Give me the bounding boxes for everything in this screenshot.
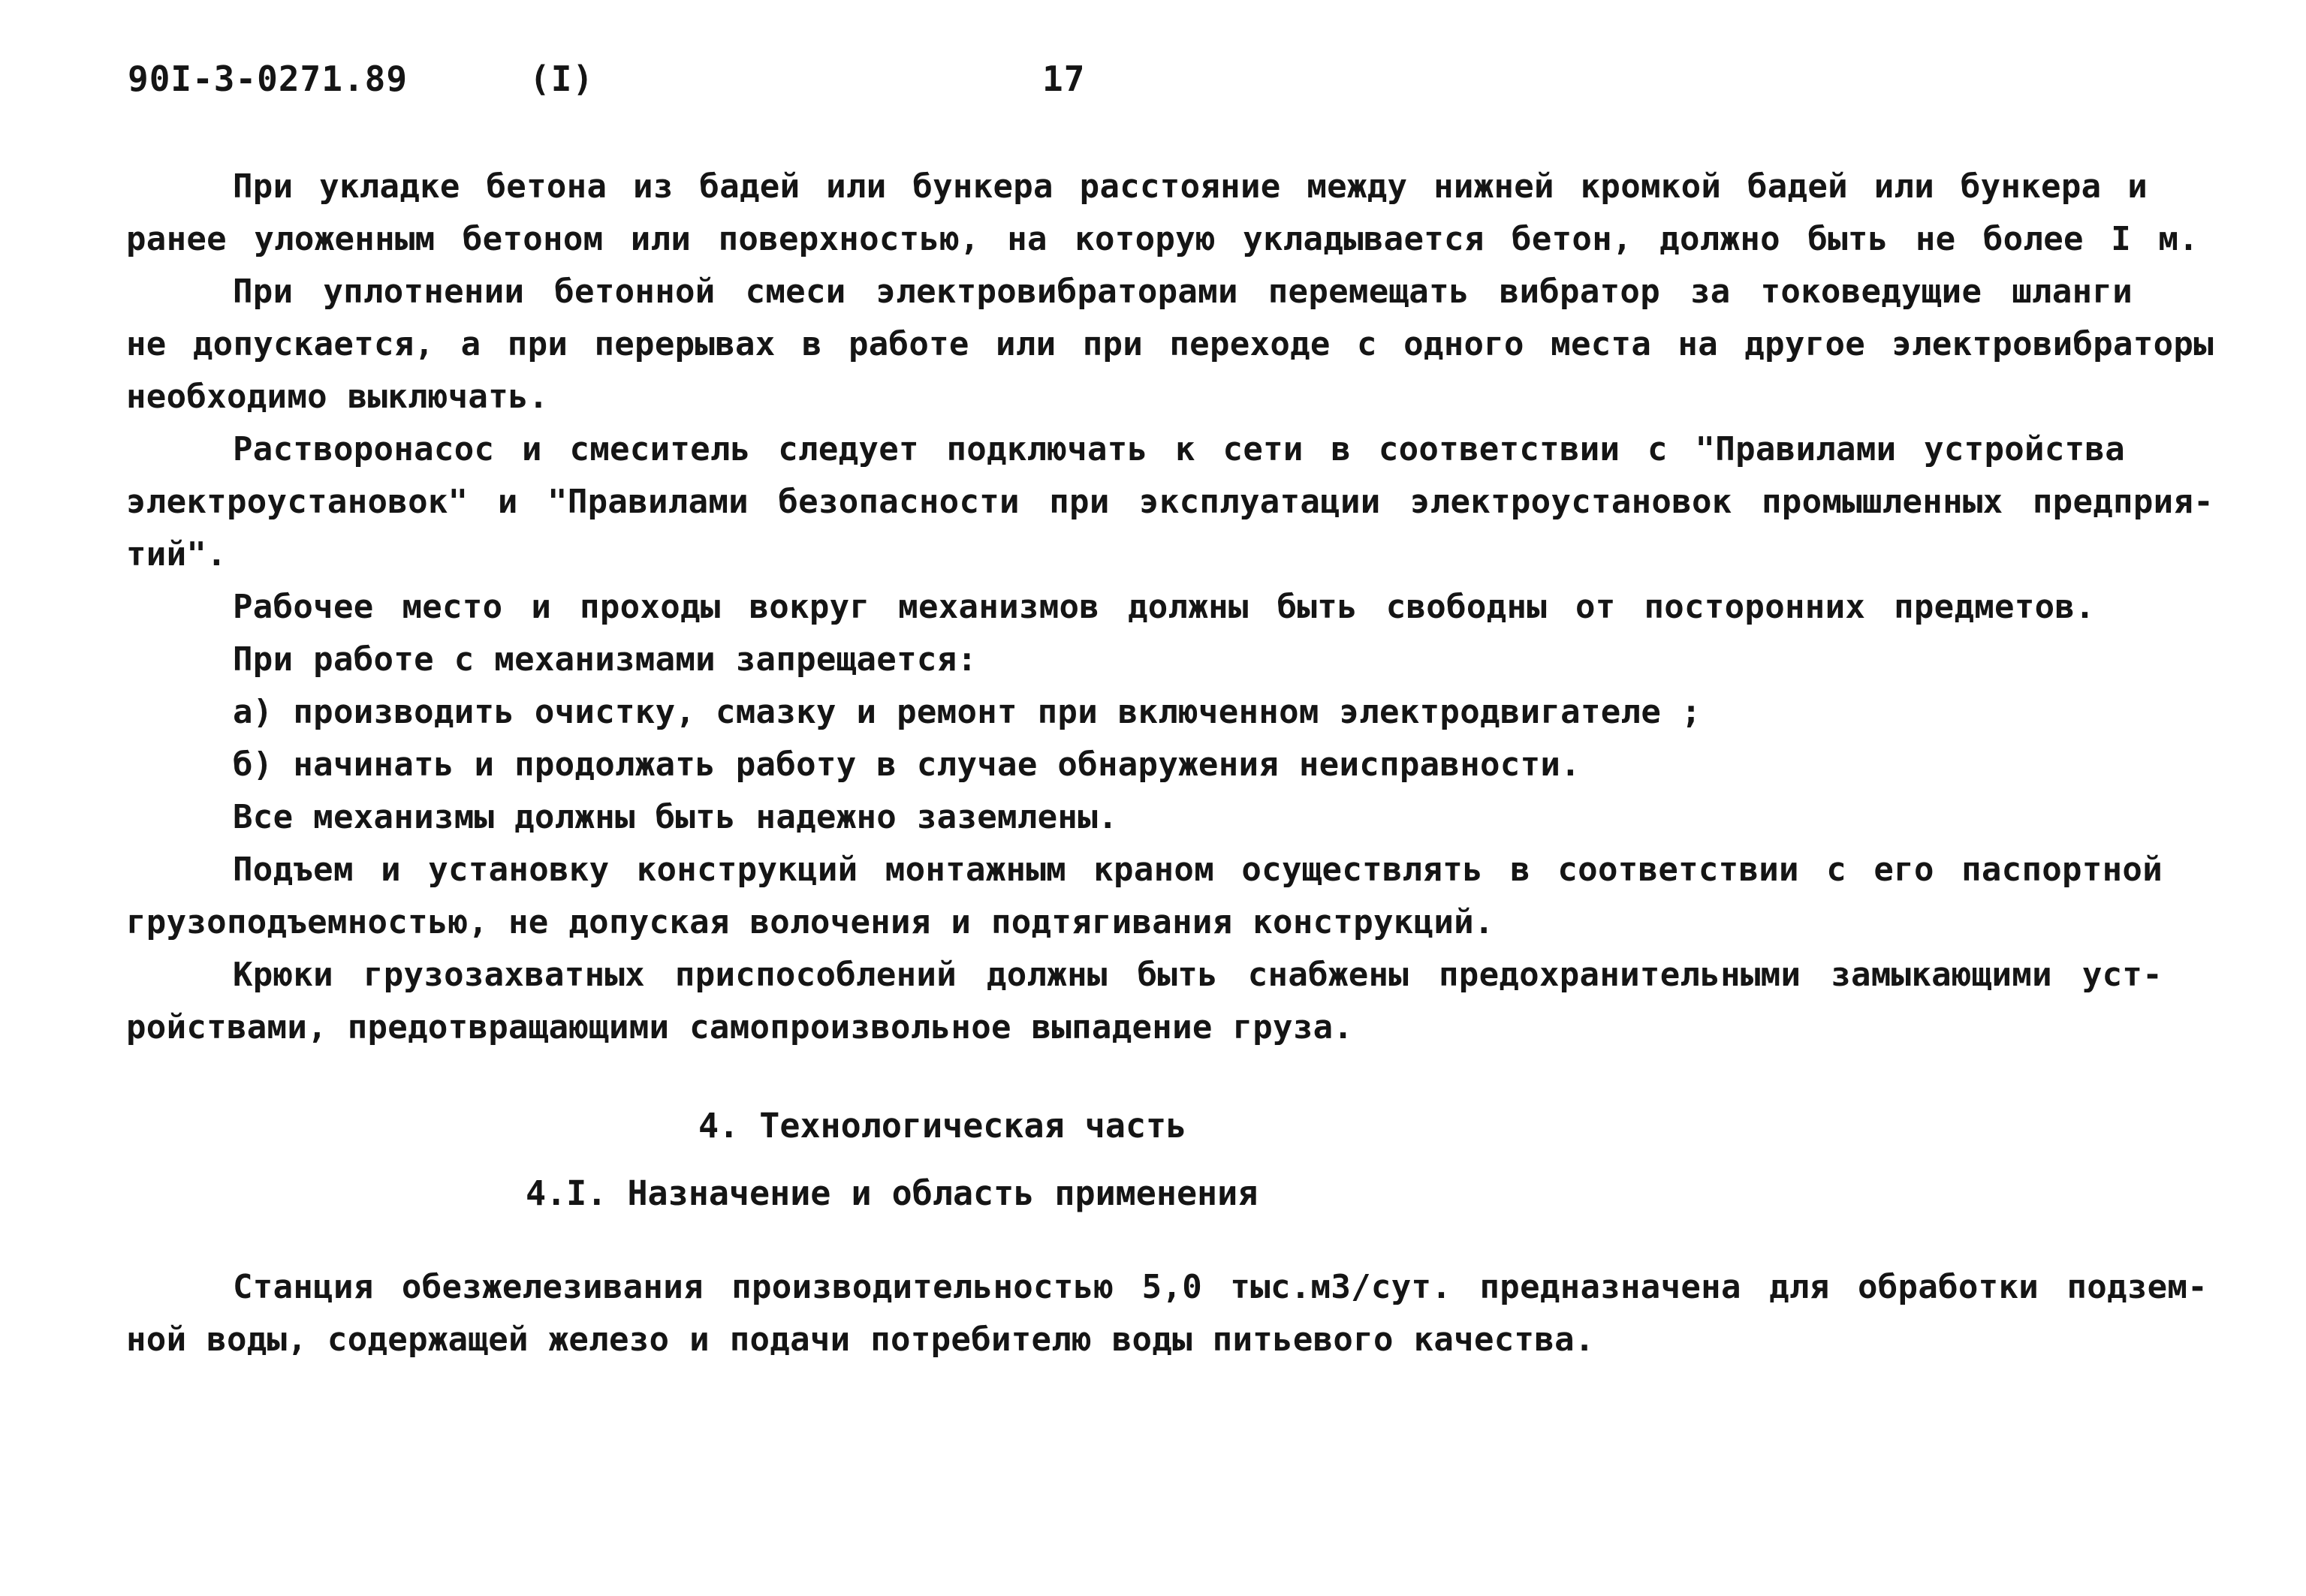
text-line: Подъем и установку конструкций монтажным краном осуществлять в соответствии с его паспортной (233, 851, 2163, 889)
list-item: б) начинать и продолжать работу в случае обнаружения неисправности. (233, 745, 1581, 784)
page-number: 17 (1042, 59, 1086, 99)
list-item: а) производить очистку, смазку и ремонт при включенном электродвигателе ; (233, 693, 1702, 731)
text-line: ной воды, содержащей железо и подачи потребителю воды питьевого качества. (126, 1320, 1595, 1359)
section-heading: 4. Технологическая часть (698, 1106, 1187, 1146)
document-sheet-marker: (I) (529, 59, 595, 99)
text-line: При укладке бетона из бадей или бункера расстояние между нижней кромкой бадей или бункера и (233, 167, 2148, 206)
text-line: тий". (126, 535, 227, 574)
text-line: Крюки грузозахватных приспособлений должны быть снабжены предохранительными замыкающими уст- (233, 956, 2163, 994)
text-line: не допускается, а при перерывах в работе или при переходе с одного места на другое электровибраторы (126, 325, 2214, 363)
text-line: ранее уложенным бетоном или поверхностью, на которую укладывается бетон, должно быть не более I м. (126, 220, 2199, 258)
text-line: ройствами, предотвращающими самопроизвольное выпадение груза. (126, 1008, 1354, 1046)
document-code: 90I-3-0271.89 (128, 59, 408, 99)
text-line: электроустановок" и "Правилами безопасности при эксплуатации электроустановок промышленных предприя- (126, 483, 2214, 521)
text-line: При уплотнении бетонной смеси электровибраторами перемещать вибратор за токоведущие шланги (233, 273, 2133, 311)
page-header (0, 59, 2306, 111)
text-line: необходимо выключать. (126, 378, 549, 416)
subsection-heading: 4.I. Назначение и область применения (526, 1173, 1259, 1213)
text-line: При работе с механизмами запрещается: (233, 640, 978, 679)
text-line: Станция обезжелезивания производительностью 5,0 тыс.м3/сут. предназначена для обработки подзем- (233, 1268, 2208, 1306)
text-line: грузоподъемностью, не допуская волочения и подтягивания конструкций. (126, 903, 1494, 941)
text-line: Растворонасос и смеситель следует подключать к сети в соответствии с "Правилами устройства (233, 430, 2125, 468)
text-line: Все механизмы должны быть надежно заземлены. (233, 798, 1118, 836)
text-line: Рабочее место и проходы вокруг механизмов должны быть свободны от посторонних предметов. (233, 588, 2095, 626)
